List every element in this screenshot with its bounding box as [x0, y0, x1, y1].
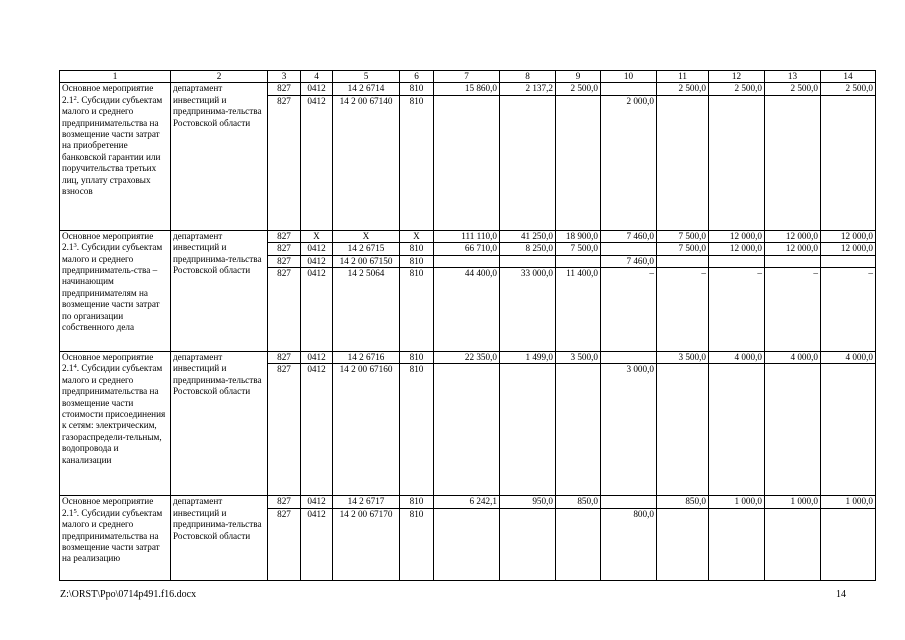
year-2014-cell [500, 95, 556, 230]
csr-cell: 14 2 00 67160 [333, 364, 400, 496]
year-2017-cell: 3 500,0 [657, 352, 709, 364]
rzpr-cell: 0412 [301, 255, 333, 267]
year-2015-cell: 2 500,0 [556, 83, 601, 95]
total-cell: 6 242,1 [434, 496, 500, 508]
year-2015-cell: 3 500,0 [556, 352, 601, 364]
csr-cell: 14 2 5064 [333, 268, 400, 352]
year-2014-cell: 41 250,0 [500, 230, 556, 242]
year-2018-cell [709, 255, 765, 267]
vr-cell: 810 [400, 83, 434, 95]
csr-cell: 14 2 6715 [333, 243, 400, 255]
year-2017-cell [657, 364, 709, 496]
year-2016-cell: 7 460,0 [601, 255, 657, 267]
rzpr-cell: 0412 [301, 83, 333, 95]
header-cell: 13 [765, 71, 821, 83]
year-2019-cell [765, 255, 821, 267]
header-cell: 10 [601, 71, 657, 83]
rzpr-cell: 0412 [301, 352, 333, 364]
footer-file-path: Z:\ORST\Ppo\0714p491.f16.docx [60, 589, 197, 600]
grbs-cell: 827 [268, 243, 301, 255]
header-cell: 7 [434, 71, 500, 83]
vr-cell: 810 [400, 352, 434, 364]
year-2020-cell [821, 95, 876, 230]
table-row [60, 496, 876, 508]
year-2020-cell: 1 000,0 [821, 496, 876, 508]
csr-cell: 14 2 00 67140 [333, 95, 400, 230]
year-2016-cell: – [601, 268, 657, 352]
executor-cell: департамент инвестиций и предпринима-тельства Ростовской области [171, 496, 268, 580]
year-2014-cell: 33 000,0 [500, 268, 556, 352]
rzpr-cell: X [301, 230, 333, 242]
measure-description: . Субсидии субъектам малого и среднего предприниматель-ства – начинающим предпринимателям на возмещение части затрат по организации собственного дела [62, 242, 163, 333]
year-2017-cell: 7 500,0 [657, 230, 709, 242]
table-body [60, 71, 876, 581]
year-2015-cell: 18 900,0 [556, 230, 601, 242]
year-2018-cell: 2 500,0 [709, 83, 765, 95]
total-cell [434, 95, 500, 230]
executor-cell: департамент инвестиций и предпринима-тельства Ростовской области [171, 352, 268, 496]
header-row [60, 71, 876, 83]
executor-cell: департамент инвестиций и предпринима-тельства Ростовской области [171, 83, 268, 230]
year-2018-cell [709, 95, 765, 230]
measure-name: Основное мероприятие 2.1 [62, 496, 154, 518]
grbs-cell: 827 [268, 496, 301, 508]
year-2018-cell: – [709, 268, 765, 352]
measure-description: . Субсидии субъектам малого и среднего предпринимательства на возмещение части затрат на приобретение банковской гарантии или поручительства третьих лиц, уплату страховых взносов [62, 94, 163, 197]
year-2019-cell [765, 364, 821, 496]
header-cell: 2 [171, 71, 268, 83]
total-cell [434, 508, 500, 580]
grbs-cell: 827 [268, 83, 301, 95]
header-cell: 5 [333, 71, 400, 83]
year-2018-cell [709, 508, 765, 580]
year-2017-cell [657, 95, 709, 230]
grbs-cell: 827 [268, 268, 301, 352]
grbs-cell: 827 [268, 230, 301, 242]
year-2018-cell [709, 364, 765, 496]
csr-cell: 14 2 6717 [333, 496, 400, 508]
year-2015-cell: 850,0 [556, 496, 601, 508]
rzpr-cell: 0412 [301, 268, 333, 352]
year-2015-cell [556, 364, 601, 496]
total-cell: 44 400,0 [434, 268, 500, 352]
rzpr-cell: 0412 [301, 364, 333, 496]
header-cell: 11 [657, 71, 709, 83]
vr-cell: 810 [400, 508, 434, 580]
header-cell: 1 [60, 71, 171, 83]
year-2020-cell [821, 508, 876, 580]
grbs-cell: 827 [268, 508, 301, 580]
year-2019-cell [765, 508, 821, 580]
total-cell [434, 364, 500, 496]
year-2017-cell: 2 500,0 [657, 83, 709, 95]
year-2016-cell [601, 352, 657, 364]
measure-description: . Субсидии субъектам малого и среднего предпринимательства на возмещение части затрат на реализацию [62, 507, 163, 564]
year-2017-cell [657, 255, 709, 267]
year-2019-cell: – [765, 268, 821, 352]
header-cell: 3 [268, 71, 301, 83]
measure-name: Основное мероприятие 2.1 [62, 352, 154, 374]
measure-name: Основное мероприятие 2.1 [62, 230, 154, 253]
year-2019-cell: 12 000,0 [765, 243, 821, 255]
csr-cell: 14 2 00 67170 [333, 508, 400, 580]
year-2020-cell [821, 364, 876, 496]
measure-cell [60, 230, 171, 351]
header-cell: 8 [500, 71, 556, 83]
year-2017-cell: 850,0 [657, 496, 709, 508]
measure-name: Основное мероприятие 2.1 [62, 83, 154, 105]
page-number: 14 [836, 589, 846, 600]
year-2014-cell [500, 255, 556, 267]
year-2014-cell: 1 499,0 [500, 352, 556, 364]
year-2020-cell: – [821, 268, 876, 352]
grbs-cell: 827 [268, 95, 301, 230]
year-2015-cell: 11 400,0 [556, 268, 601, 352]
measure-superscript: 3 [73, 242, 77, 250]
year-2019-cell: 12 000,0 [765, 230, 821, 242]
measure-superscript: 2 [73, 94, 77, 102]
year-2015-cell: 7 500,0 [556, 243, 601, 255]
year-2014-cell [500, 508, 556, 580]
total-cell: 15 860,0 [434, 83, 500, 95]
budget-table [59, 70, 876, 581]
grbs-cell: 827 [268, 255, 301, 267]
total-cell [434, 255, 500, 267]
year-2020-cell: 12 000,0 [821, 243, 876, 255]
csr-cell: 14 2 00 67150 [333, 255, 400, 267]
year-2020-cell: 4 000,0 [821, 352, 876, 364]
year-2014-cell: 950,0 [500, 496, 556, 508]
vr-cell: 810 [400, 364, 434, 496]
table-row [60, 83, 876, 95]
year-2016-cell: 3 000,0 [601, 364, 657, 496]
table-row [60, 352, 876, 364]
csr-cell: 14 2 6716 [333, 352, 400, 364]
year-2016-cell: 2 000,0 [601, 95, 657, 230]
vr-cell: X [400, 230, 434, 242]
year-2019-cell [765, 95, 821, 230]
year-2018-cell: 4 000,0 [709, 352, 765, 364]
year-2019-cell: 2 500,0 [765, 83, 821, 95]
year-2016-cell [601, 496, 657, 508]
year-2016-cell: 7 460,0 [601, 230, 657, 242]
total-cell: 66 710,0 [434, 243, 500, 255]
rzpr-cell: 0412 [301, 243, 333, 255]
measure-cell [60, 83, 171, 230]
year-2018-cell: 1 000,0 [709, 496, 765, 508]
header-cell: 6 [400, 71, 434, 83]
header-cell: 9 [556, 71, 601, 83]
year-2014-cell: 8 250,0 [500, 243, 556, 255]
vr-cell: 810 [400, 243, 434, 255]
table-row [60, 230, 876, 242]
rzpr-cell: 0412 [301, 508, 333, 580]
year-2017-cell: – [657, 268, 709, 352]
csr-cell: X [333, 230, 400, 242]
year-2020-cell: 12 000,0 [821, 230, 876, 242]
measure-superscript: 5 [73, 507, 77, 515]
year-2019-cell: 4 000,0 [765, 352, 821, 364]
vr-cell: 810 [400, 255, 434, 267]
measure-cell [60, 352, 171, 496]
year-2017-cell: 7 500,0 [657, 243, 709, 255]
year-2014-cell [500, 364, 556, 496]
measure-description: . Субсидии субъектам малого и среднего предпринимательства на возмещение части стоимости присоединения к сетям: электрическим, газораспредели-тельным, водопровода и канализации [62, 363, 166, 465]
rzpr-cell: 0412 [301, 95, 333, 230]
csr-cell: 14 2 6714 [333, 83, 400, 95]
year-2017-cell [657, 508, 709, 580]
year-2015-cell [556, 95, 601, 230]
total-cell: 111 110,0 [434, 230, 500, 242]
year-2016-cell: 800,0 [601, 508, 657, 580]
grbs-cell: 827 [268, 364, 301, 496]
year-2015-cell [556, 255, 601, 267]
vr-cell: 810 [400, 496, 434, 508]
year-2020-cell: 2 500,0 [821, 83, 876, 95]
year-2019-cell: 1 000,0 [765, 496, 821, 508]
year-2018-cell: 12 000,0 [709, 243, 765, 255]
executor-cell: департамент инвестиций и предпринима-тельства Ростовской области [171, 230, 268, 351]
vr-cell: 810 [400, 95, 434, 230]
measure-superscript: 4 [73, 363, 77, 371]
header-cell: 4 [301, 71, 333, 83]
rzpr-cell: 0412 [301, 496, 333, 508]
vr-cell: 810 [400, 268, 434, 352]
year-2014-cell: 2 137,2 [500, 83, 556, 95]
header-cell: 12 [709, 71, 765, 83]
year-2016-cell [601, 83, 657, 95]
year-2018-cell: 12 000,0 [709, 230, 765, 242]
grbs-cell: 827 [268, 352, 301, 364]
measure-cell [60, 496, 171, 580]
total-cell: 22 350,0 [434, 352, 500, 364]
header-cell: 14 [821, 71, 876, 83]
year-2020-cell [821, 255, 876, 267]
year-2015-cell [556, 508, 601, 580]
year-2016-cell [601, 243, 657, 255]
